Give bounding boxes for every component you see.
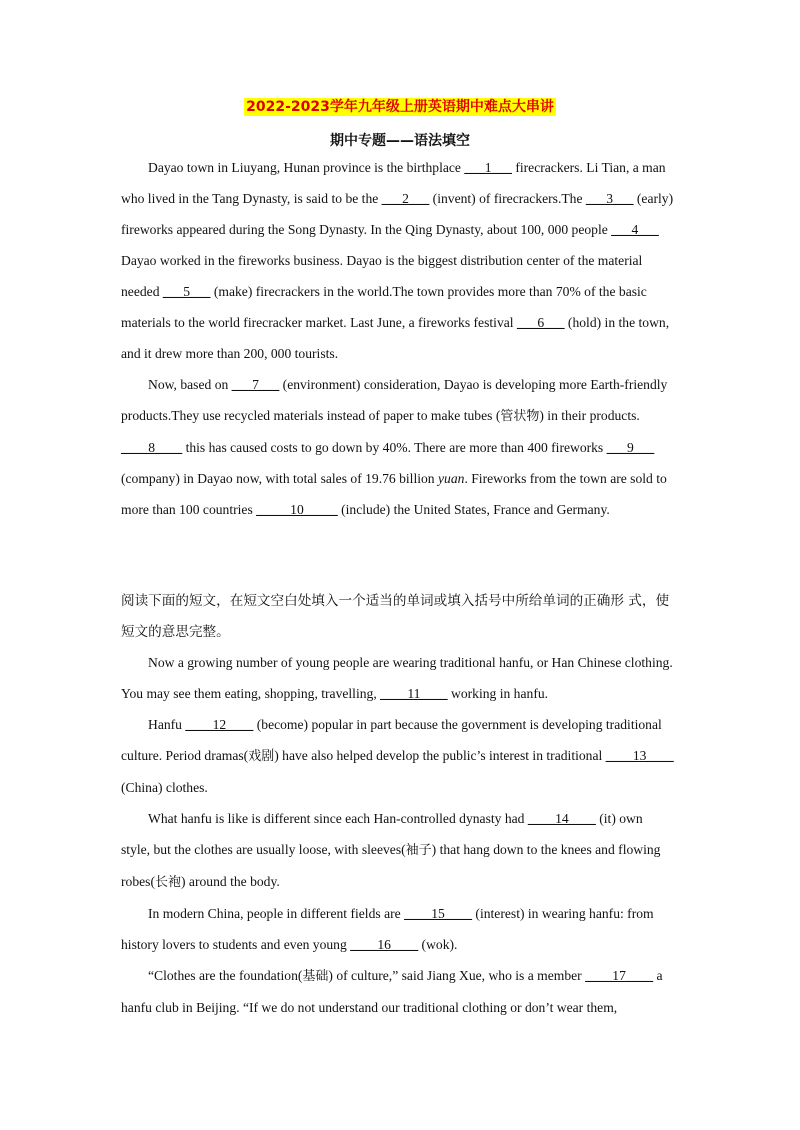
document-title: 2022-2023学年九年级上册英语期中难点大串讲 bbox=[246, 99, 554, 115]
blank-8[interactable]: ____8____ bbox=[121, 440, 183, 455]
text-segment: (hold) in the town, and it drew more than 200, 000 tourists. bbox=[121, 315, 670, 361]
currency-word: yuan bbox=[438, 471, 465, 486]
chinese-gloss: 基础 bbox=[302, 969, 329, 984]
text-segment: a hanfu club in Beijing. “If we do not understand our traditional clothing or don’t wear them, bbox=[121, 968, 663, 1015]
blank-10[interactable]: _____10_____ bbox=[256, 502, 338, 517]
text-segment: this has caused costs to go down by 40%. There are more than 400 fireworks bbox=[182, 440, 607, 455]
text-segment: What hanfu is like is different since each Han-controlled dynasty had bbox=[148, 811, 528, 826]
blank-11[interactable]: ____11____ bbox=[380, 686, 448, 701]
text-segment: ) in their products. bbox=[539, 408, 640, 423]
passage-one-paragraph-2 bbox=[121, 369, 675, 525]
text-segment: (become) popular in part because the government is developing traditional culture. Period dramas( bbox=[121, 717, 662, 763]
blank-7[interactable]: ___7___ bbox=[231, 377, 280, 392]
text-segment: (company) in Dayao now, with total sales of 19.76 billion bbox=[121, 471, 439, 486]
text-segment: ) around the body. bbox=[181, 874, 280, 889]
blank-4[interactable]: ___4___ bbox=[611, 222, 659, 237]
blank-12[interactable]: ____12____ bbox=[185, 717, 254, 732]
chinese-gloss: 袖子 bbox=[405, 843, 432, 858]
blank-13[interactable]: ____13____ bbox=[605, 748, 674, 763]
text-segment: Now, based on bbox=[148, 377, 232, 392]
text-segment: Now a growing number of young people are wearing traditional hanfu, or Han Chinese clothing. You may see them eating, shopping, travelling, bbox=[121, 655, 673, 701]
blank-17[interactable]: ____17____ bbox=[585, 968, 654, 983]
chinese-gloss: 管状物 bbox=[500, 409, 540, 424]
text-segment: firecrackers. Li Tian, a man who lived in the Tang Dynasty, is said to be the bbox=[121, 160, 666, 206]
chinese-gloss: 长袍 bbox=[154, 875, 181, 890]
blank-3[interactable]: ___3___ bbox=[585, 191, 634, 206]
blank-6[interactable]: ___6___ bbox=[516, 315, 565, 330]
passage-two-paragraph-4 bbox=[121, 898, 675, 960]
passage-one bbox=[121, 152, 675, 525]
passage-two-paragraph-1 bbox=[121, 647, 675, 709]
text-segment: working in hanfu. bbox=[447, 686, 549, 701]
passage-two bbox=[121, 647, 675, 1023]
text-segment: (wok). bbox=[418, 937, 458, 952]
blank-14[interactable]: ____14____ bbox=[527, 811, 596, 826]
text-segment: ) have also helped develop the public’s interest in traditional bbox=[274, 748, 606, 763]
text-segment: “Clothes are the foundation( bbox=[148, 968, 303, 983]
title-container bbox=[0, 98, 800, 116]
passage-two-paragraph-3 bbox=[121, 803, 675, 898]
blank-5[interactable]: ___5___ bbox=[162, 284, 211, 299]
passage-one-paragraph-1 bbox=[121, 152, 675, 369]
text-segment: Hanfu bbox=[148, 717, 186, 732]
blank-16[interactable]: ____16____ bbox=[350, 937, 419, 952]
blank-2[interactable]: ___2___ bbox=[381, 191, 430, 206]
text-segment: (environment) consideration, Dayao is developing more Earth-friendly products.They use recycled materials instead of paper to make tubes ( bbox=[121, 377, 668, 423]
text-segment: (invent) of firecrackers.The bbox=[429, 191, 586, 206]
text-segment: (early) fireworks appeared during the Song Dynasty. In the Qing Dynasty, about 100, 000 people bbox=[121, 191, 674, 237]
text-segment: ) that hang down to the knees and flowing robes( bbox=[121, 842, 661, 889]
blank-15[interactable]: ____15____ bbox=[404, 906, 473, 921]
passage-two-paragraph-5 bbox=[121, 960, 675, 1023]
blank-1[interactable]: ___1___ bbox=[464, 160, 512, 175]
text-segment: (interest) in wearing hanfu: from history lovers to students and even young bbox=[121, 906, 654, 952]
chinese-gloss: 戏剧 bbox=[248, 749, 275, 764]
text-segment: (include) the United States, France and Germany. bbox=[337, 502, 610, 517]
text-segment: (make) firecrackers in the world.The town provides more than 70% of the basic materials to the world firecracker market. Last June, a fireworks festival bbox=[121, 284, 647, 330]
text-segment: ) of culture,” said Jiang Xue, who is a member bbox=[328, 968, 586, 983]
blank-9[interactable]: ___9___ bbox=[606, 440, 655, 455]
instruction-text: 阅读下面的短文，在短文空白处填入一个适当的单词或填入括号中所给单词的正确形 式，使短文的意思完整。 bbox=[121, 593, 670, 640]
text-segment: Dayao worked in the fireworks business. Dayao is the biggest distribution center of the material needed bbox=[121, 253, 643, 299]
text-segment: Dayao town in Liuyang, Hunan province is the birthplace bbox=[148, 160, 465, 175]
passage-two-paragraph-2 bbox=[121, 709, 675, 803]
section-subtitle: 期中专题——语法填空 bbox=[330, 133, 470, 149]
text-segment: . Fireworks from the town are sold to more than 100 countries bbox=[121, 471, 667, 517]
text-segment: (it) own style, but the clothes are usually loose, with sleeves( bbox=[121, 811, 643, 857]
text-segment: In modern China, people in different fields are bbox=[148, 906, 405, 921]
text-segment: (China) clothes. bbox=[121, 780, 208, 795]
